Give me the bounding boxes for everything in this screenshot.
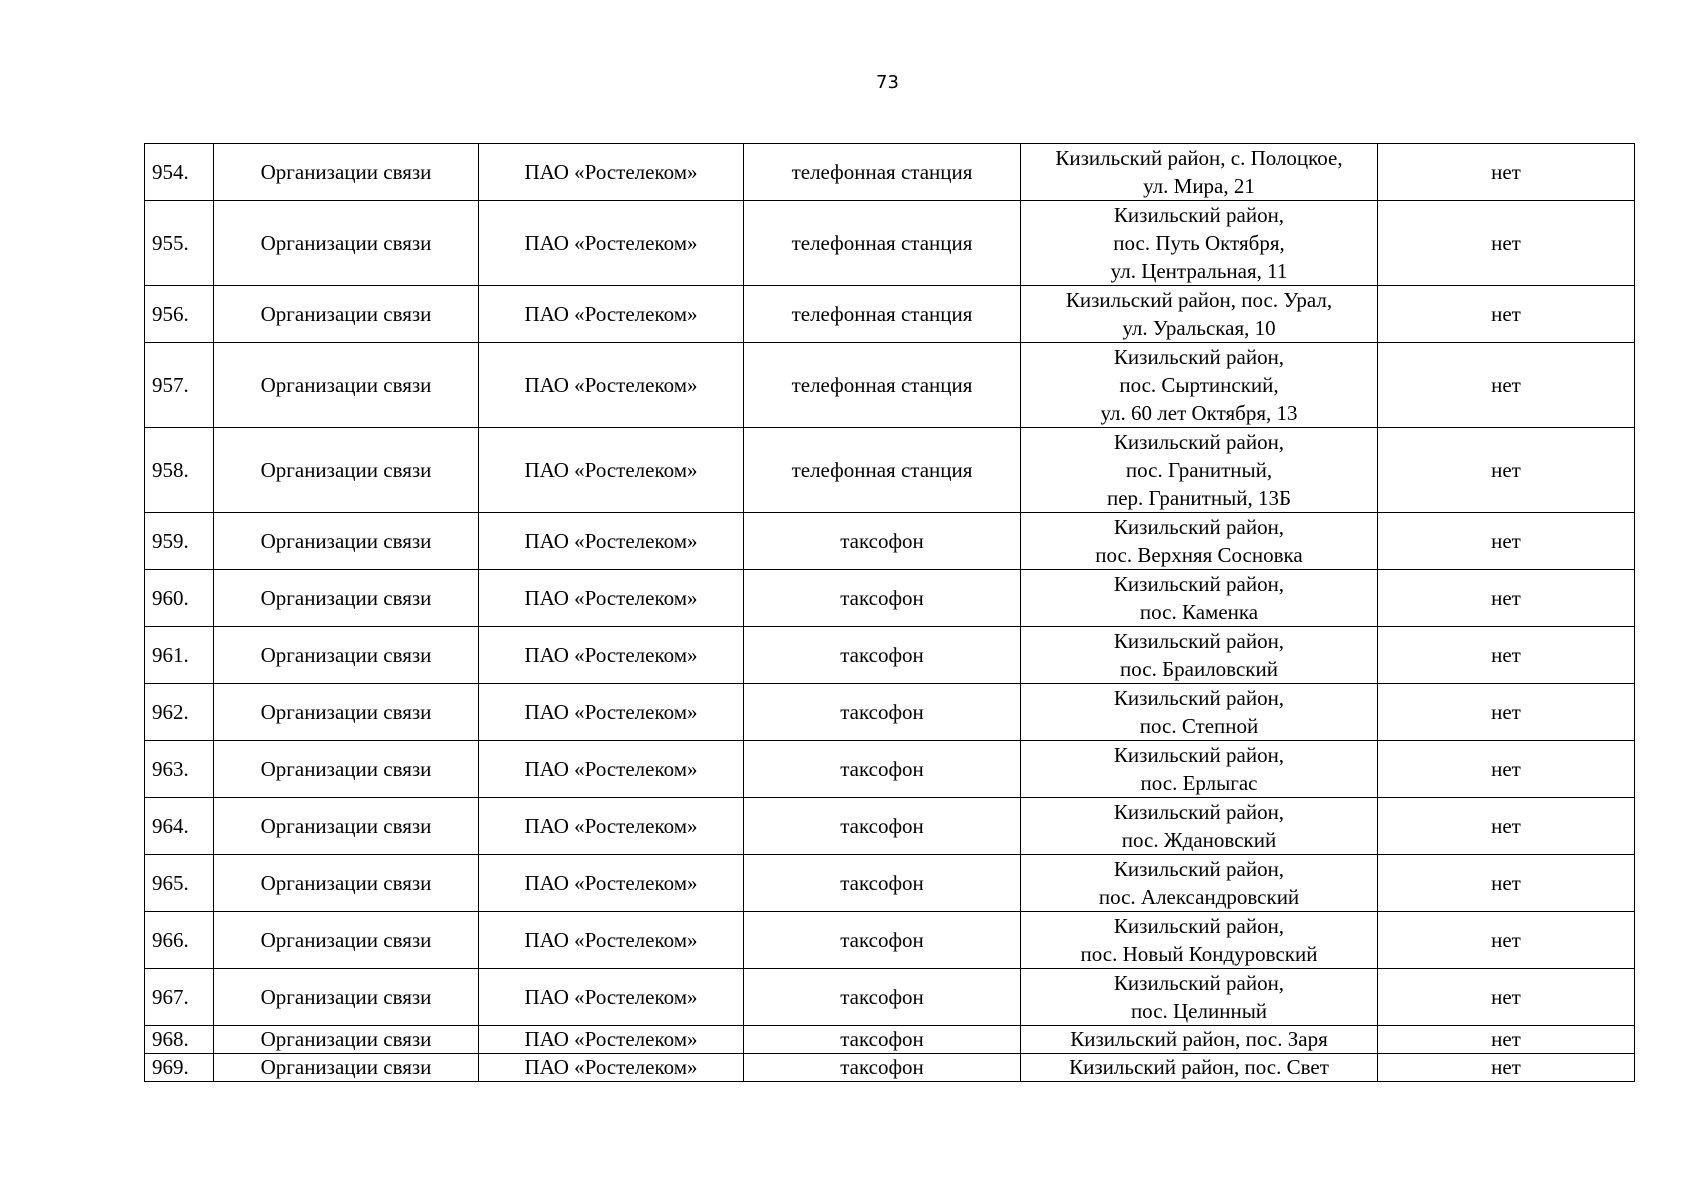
status-cell: нет bbox=[1378, 201, 1635, 286]
address-line: Кизильский район, bbox=[1113, 686, 1285, 710]
address-line: пос. Верхняя Сосновка bbox=[1095, 543, 1303, 567]
status-cell: нет bbox=[1378, 684, 1635, 741]
address-cell bbox=[1021, 570, 1378, 627]
address-line: пер. Гранитный, 13Б bbox=[1107, 486, 1291, 510]
address-line: Кизильский район, bbox=[1113, 430, 1285, 454]
address-line: Кизильский район, bbox=[1113, 971, 1285, 995]
category-cell: Организации связи bbox=[214, 855, 479, 912]
address-line: ул. Уральская, 10 bbox=[1122, 316, 1276, 340]
address-line: Кизильский район, bbox=[1113, 345, 1285, 369]
address-cell bbox=[1021, 144, 1378, 201]
status-cell: нет bbox=[1378, 144, 1635, 201]
table-row bbox=[145, 286, 1635, 343]
organization-cell: ПАО «Ростелеком» bbox=[479, 343, 744, 428]
category-cell: Организации связи bbox=[214, 627, 479, 684]
organization-cell: ПАО «Ростелеком» bbox=[479, 627, 744, 684]
status-cell: нет bbox=[1378, 570, 1635, 627]
address-line: Кизильский район, bbox=[1113, 800, 1285, 824]
status-cell: нет bbox=[1378, 855, 1635, 912]
facility-type-cell: телефонная станция bbox=[744, 428, 1021, 513]
organization-cell: ПАО «Ростелеком» bbox=[479, 684, 744, 741]
row-number-cell: 959. bbox=[145, 513, 214, 570]
address-cell bbox=[1021, 201, 1378, 286]
address-cell bbox=[1021, 969, 1378, 1026]
facility-type-cell: телефонная станция bbox=[744, 286, 1021, 343]
facility-type-cell: телефонная станция bbox=[744, 343, 1021, 428]
organization-cell: ПАО «Ростелеком» bbox=[479, 144, 744, 201]
facility-type-cell: таксофон bbox=[744, 969, 1021, 1026]
facility-type-cell: таксофон bbox=[744, 798, 1021, 855]
address-line: Кизильский район, bbox=[1113, 629, 1285, 653]
table-row bbox=[145, 855, 1635, 912]
row-number-cell: 964. bbox=[145, 798, 214, 855]
row-number-cell: 966. bbox=[145, 912, 214, 969]
row-number-cell: 957. bbox=[145, 343, 214, 428]
address-line: Кизильский район, пос. Урал, bbox=[1065, 288, 1333, 312]
page-number: 73 bbox=[876, 72, 899, 93]
address-cell bbox=[1021, 1026, 1378, 1054]
table-row bbox=[145, 912, 1635, 969]
address-line: пос. Целинный bbox=[1130, 999, 1268, 1023]
address-line: пос. Степной bbox=[1139, 714, 1259, 738]
address-cell bbox=[1021, 798, 1378, 855]
address-line: пос. Браиловский bbox=[1120, 657, 1278, 681]
address-cell bbox=[1021, 286, 1378, 343]
address-line: Кизильский район, bbox=[1113, 203, 1285, 227]
category-cell: Организации связи bbox=[214, 428, 479, 513]
address-cell bbox=[1021, 912, 1378, 969]
address-line: пос. Путь Октября, bbox=[1113, 231, 1285, 255]
status-cell: нет bbox=[1378, 286, 1635, 343]
table-row bbox=[145, 513, 1635, 570]
address-line: пос. Сыртинский, bbox=[1119, 373, 1279, 397]
organization-cell: ПАО «Ростелеком» bbox=[479, 570, 744, 627]
table-row bbox=[145, 627, 1635, 684]
address-line: Кизильский район, с. Полоцкое, bbox=[1055, 146, 1343, 170]
address-line: Кизильский район, bbox=[1113, 743, 1285, 767]
address-cell bbox=[1021, 1054, 1378, 1082]
organization-cell: ПАО «Ростелеком» bbox=[479, 286, 744, 343]
table-row bbox=[145, 428, 1635, 513]
facility-type-cell: таксофон bbox=[744, 1054, 1021, 1082]
address-line: Кизильский район, bbox=[1113, 515, 1285, 539]
address-line: ул. 60 лет Октября, 13 bbox=[1100, 401, 1298, 425]
row-number-cell: 955. bbox=[145, 201, 214, 286]
status-cell: нет bbox=[1378, 1026, 1635, 1054]
status-cell: нет bbox=[1378, 627, 1635, 684]
category-cell: Организации связи bbox=[214, 1054, 479, 1082]
organization-cell: ПАО «Ростелеком» bbox=[479, 1054, 744, 1082]
address-line: пос. Ерлыгас bbox=[1140, 771, 1258, 795]
organization-cell: ПАО «Ростелеком» bbox=[479, 513, 744, 570]
row-number-cell: 967. bbox=[145, 969, 214, 1026]
address-line: Кизильский район, пос. Заря bbox=[1070, 1027, 1328, 1051]
facility-type-cell: таксофон bbox=[744, 570, 1021, 627]
facility-type-cell: таксофон bbox=[744, 1026, 1021, 1054]
status-cell: нет bbox=[1378, 969, 1635, 1026]
organization-cell: ПАО «Ростелеком» bbox=[479, 428, 744, 513]
facility-type-cell: таксофон bbox=[744, 684, 1021, 741]
address-cell bbox=[1021, 684, 1378, 741]
facility-type-cell: таксофон bbox=[744, 855, 1021, 912]
address-line: Кизильский район, пос. Свет bbox=[1069, 1055, 1329, 1079]
status-cell: нет bbox=[1378, 741, 1635, 798]
category-cell: Организации связи bbox=[214, 1026, 479, 1054]
category-cell: Организации связи bbox=[214, 969, 479, 1026]
address-line: пос. Александровский bbox=[1098, 885, 1300, 909]
facility-type-cell: таксофон bbox=[744, 627, 1021, 684]
row-number-cell: 965. bbox=[145, 855, 214, 912]
address-cell bbox=[1021, 343, 1378, 428]
row-number-cell: 968. bbox=[145, 1026, 214, 1054]
category-cell: Организации связи bbox=[214, 570, 479, 627]
address-line: пос. Ждановский bbox=[1121, 828, 1277, 852]
organization-cell: ПАО «Ростелеком» bbox=[479, 912, 744, 969]
category-cell: Организации связи bbox=[214, 286, 479, 343]
category-cell: Организации связи bbox=[214, 912, 479, 969]
facility-type-cell: телефонная станция bbox=[744, 201, 1021, 286]
status-cell: нет bbox=[1378, 912, 1635, 969]
address-line: ул. Мира, 21 bbox=[1143, 174, 1255, 198]
address-cell bbox=[1021, 428, 1378, 513]
organization-cell: ПАО «Ростелеком» bbox=[479, 1026, 744, 1054]
category-cell: Организации связи bbox=[214, 343, 479, 428]
status-cell: нет bbox=[1378, 428, 1635, 513]
category-cell: Организации связи bbox=[214, 513, 479, 570]
status-cell: нет bbox=[1378, 343, 1635, 428]
facility-type-cell: таксофон bbox=[744, 513, 1021, 570]
row-number-cell: 963. bbox=[145, 741, 214, 798]
address-cell bbox=[1021, 627, 1378, 684]
table-row bbox=[145, 741, 1635, 798]
organization-cell: ПАО «Ростелеком» bbox=[479, 741, 744, 798]
category-cell: Организации связи bbox=[214, 741, 479, 798]
category-cell: Организации связи bbox=[214, 201, 479, 286]
row-number-cell: 961. bbox=[145, 627, 214, 684]
facilities-table bbox=[144, 143, 1635, 1082]
table-row bbox=[145, 1054, 1635, 1082]
table-row bbox=[145, 201, 1635, 286]
category-cell: Организации связи bbox=[214, 144, 479, 201]
table-row bbox=[145, 969, 1635, 1026]
status-cell: нет bbox=[1378, 798, 1635, 855]
facility-type-cell: таксофон bbox=[744, 741, 1021, 798]
status-cell: нет bbox=[1378, 1054, 1635, 1082]
address-line: Кизильский район, bbox=[1113, 914, 1285, 938]
table-body bbox=[145, 144, 1635, 1082]
row-number-cell: 954. bbox=[145, 144, 214, 201]
address-line: пос. Новый Кондуровский bbox=[1080, 942, 1318, 966]
table-row bbox=[145, 684, 1635, 741]
address-cell bbox=[1021, 855, 1378, 912]
category-cell: Организации связи bbox=[214, 798, 479, 855]
row-number-cell: 962. bbox=[145, 684, 214, 741]
status-cell: нет bbox=[1378, 513, 1635, 570]
organization-cell: ПАО «Ростелеком» bbox=[479, 798, 744, 855]
table-row bbox=[145, 144, 1635, 201]
organization-cell: ПАО «Ростелеком» bbox=[479, 855, 744, 912]
row-number-cell: 969. bbox=[145, 1054, 214, 1082]
organization-cell: ПАО «Ростелеком» bbox=[479, 969, 744, 1026]
facility-type-cell: телефонная станция bbox=[744, 144, 1021, 201]
table-row bbox=[145, 798, 1635, 855]
address-line: ул. Центральная, 11 bbox=[1110, 259, 1288, 283]
address-cell bbox=[1021, 741, 1378, 798]
address-cell bbox=[1021, 513, 1378, 570]
address-line: Кизильский район, bbox=[1113, 572, 1285, 596]
category-cell: Организации связи bbox=[214, 684, 479, 741]
address-line: пос. Гранитный, bbox=[1125, 458, 1273, 482]
row-number-cell: 958. bbox=[145, 428, 214, 513]
facility-type-cell: таксофон bbox=[744, 912, 1021, 969]
address-line: Кизильский район, bbox=[1113, 857, 1285, 881]
organization-cell: ПАО «Ростелеком» bbox=[479, 201, 744, 286]
table-row bbox=[145, 570, 1635, 627]
address-line: пос. Каменка bbox=[1139, 600, 1259, 624]
row-number-cell: 956. bbox=[145, 286, 214, 343]
row-number-cell: 960. bbox=[145, 570, 214, 627]
table-row bbox=[145, 343, 1635, 428]
table-row bbox=[145, 1026, 1635, 1054]
